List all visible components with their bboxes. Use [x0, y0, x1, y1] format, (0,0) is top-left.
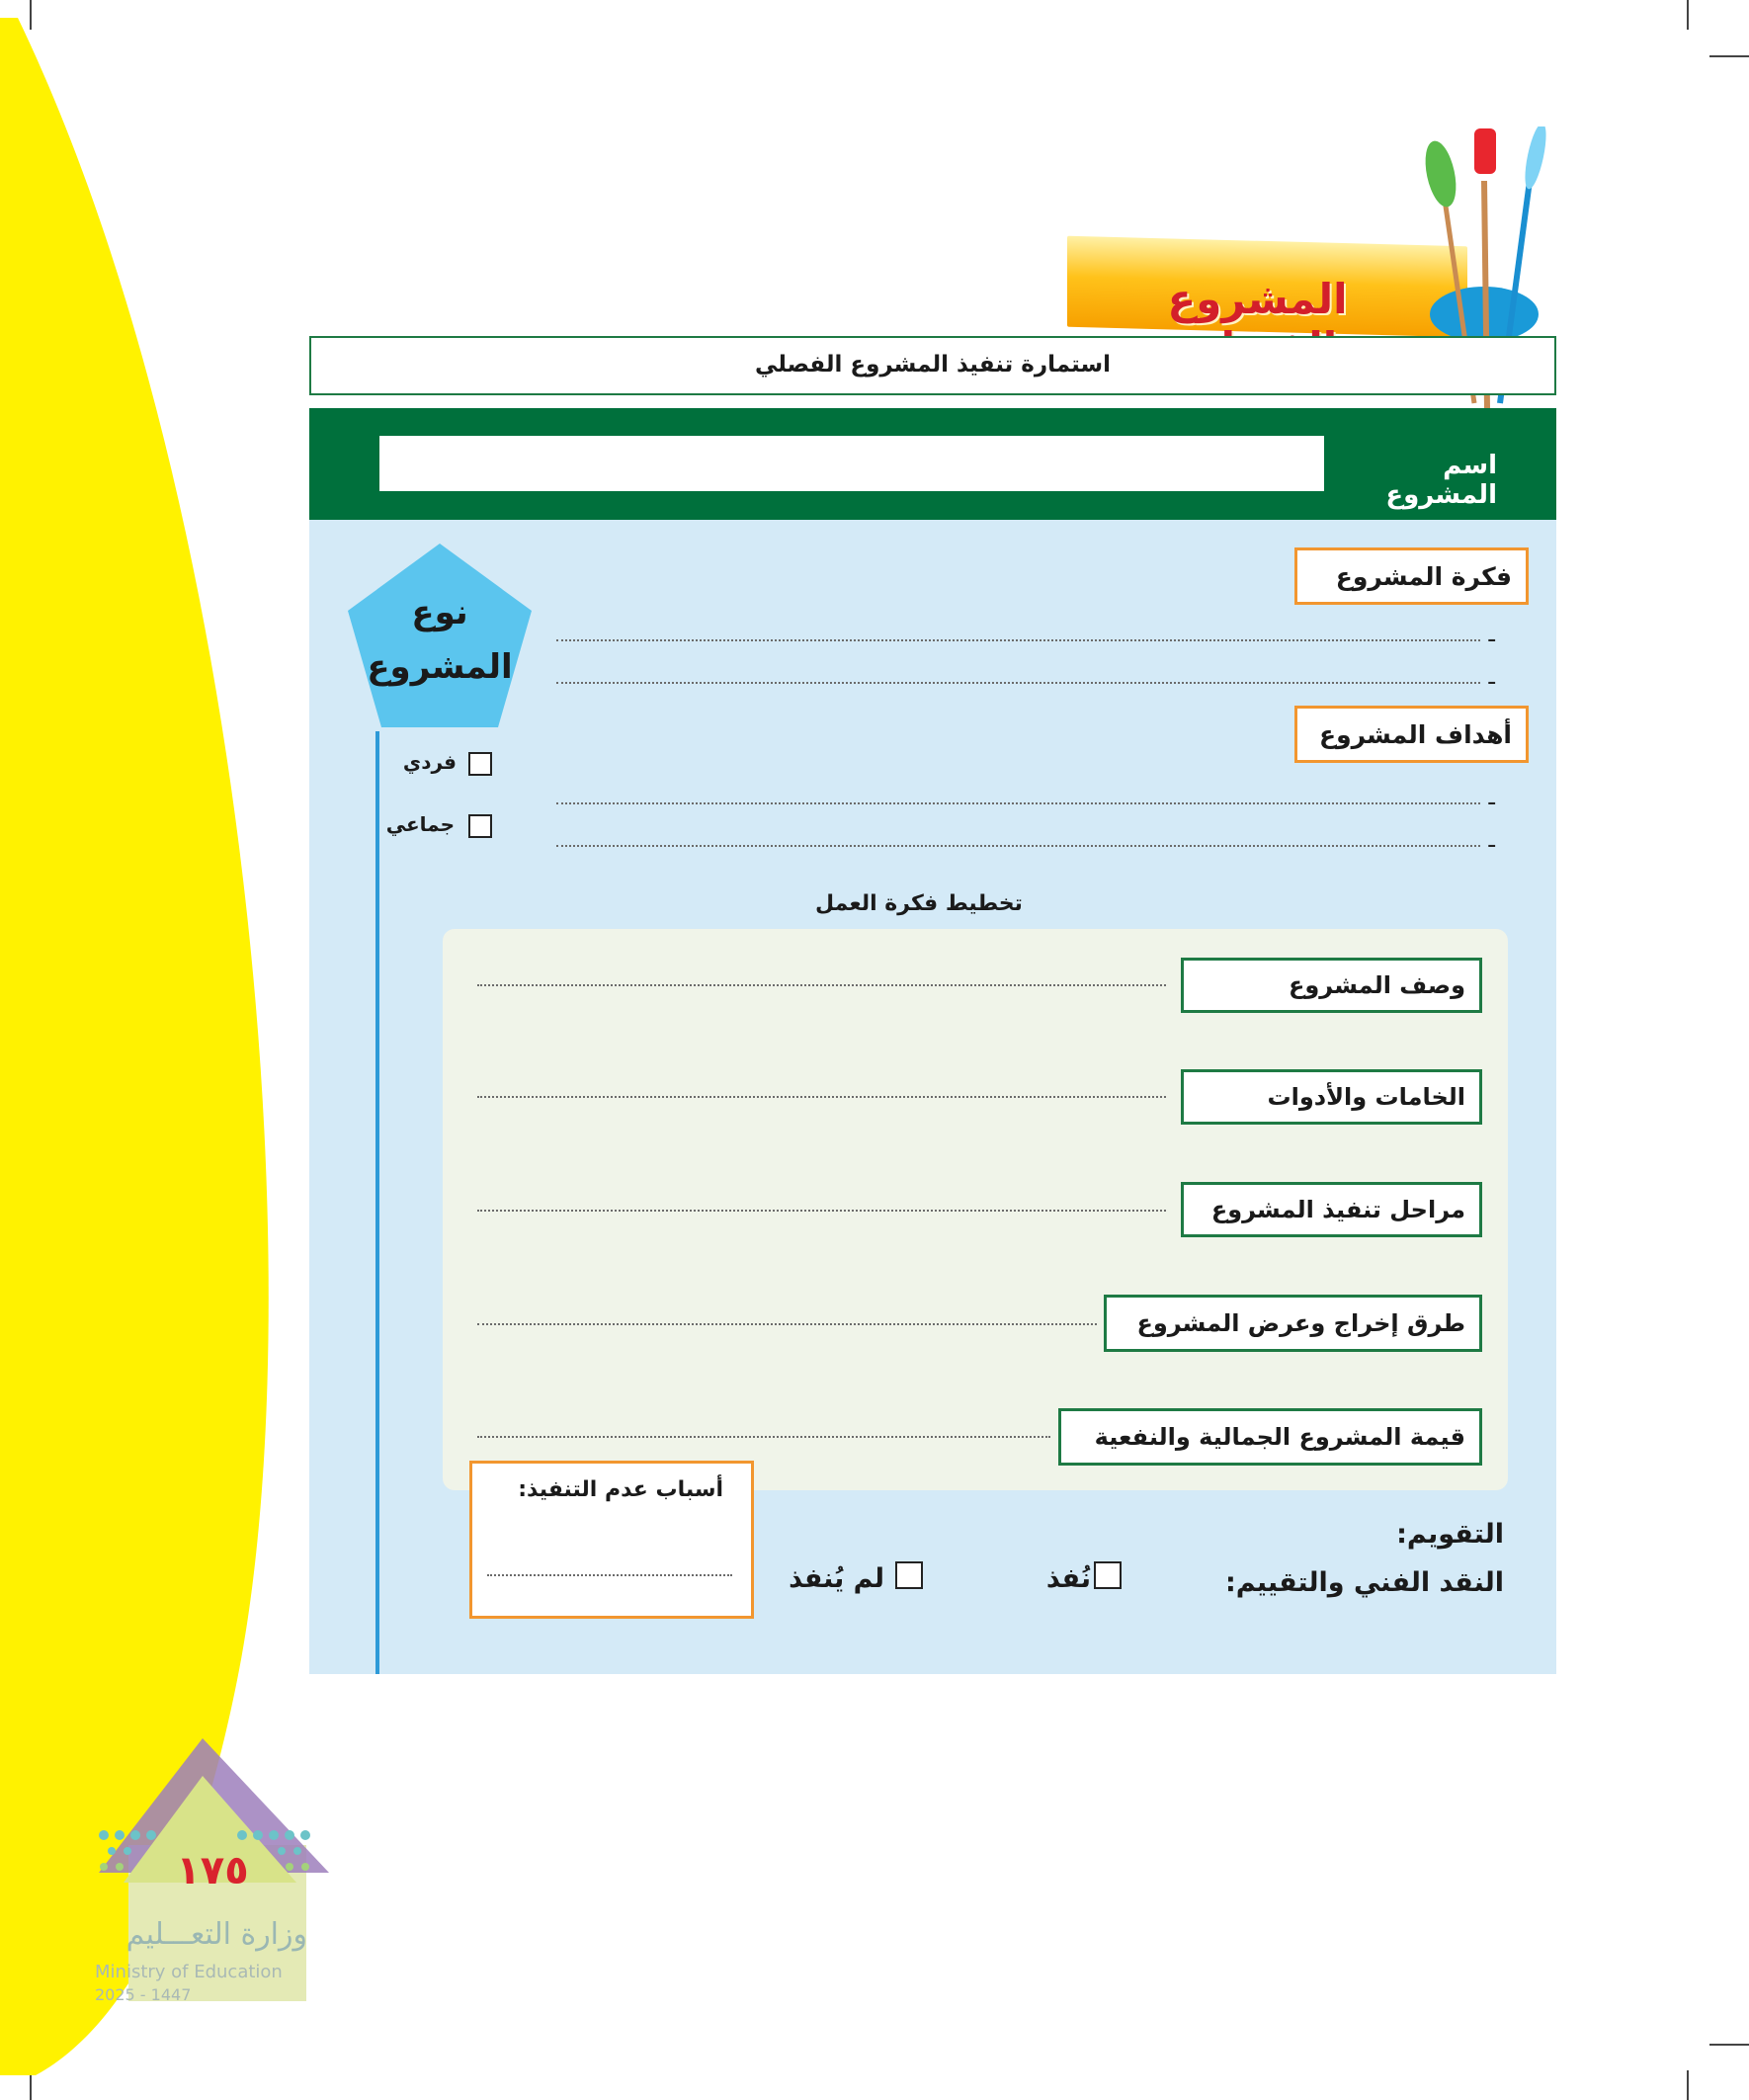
stages-line[interactable]	[477, 1210, 1166, 1212]
planning-item-stages: مراحل تنفيذ المشروع	[1181, 1182, 1482, 1237]
executed-label: نُفذ	[1045, 1563, 1091, 1594]
badge-title: المشروع	[1167, 275, 1348, 323]
planning-item-materials: الخامات والأدوات	[1181, 1069, 1482, 1125]
project-name-label: اسم المشروع	[1385, 451, 1497, 510]
idea-dash-1: -	[1487, 625, 1497, 654]
critique-label: النقد الفني والتقييم:	[1224, 1567, 1504, 1598]
project-type-title-1: نوع	[411, 593, 468, 632]
not-executed-label: لم يُنفذ	[789, 1563, 884, 1594]
not-executed-checkbox[interactable]	[895, 1561, 923, 1589]
project-type-title-2: المشروع	[367, 647, 513, 687]
goals-dash-2: -	[1487, 830, 1497, 860]
planning-item-presentation: طرق إخراج وعرض المشروع	[1104, 1295, 1482, 1352]
project-name-input[interactable]	[379, 436, 1324, 491]
reasons-label: أسباب عدم التنفيذ:	[518, 1477, 723, 1502]
value-line[interactable]	[477, 1436, 1050, 1438]
group-checkbox[interactable]	[468, 814, 492, 838]
materials-line[interactable]	[477, 1096, 1166, 1098]
page-number: ١٧٥	[176, 1848, 249, 1893]
project-idea-label: فكرة المشروع	[1294, 547, 1529, 605]
goals-line-2[interactable]	[556, 845, 1480, 847]
goals-dash-1: -	[1487, 788, 1497, 817]
project-type-badge	[344, 542, 536, 729]
ministry-name-en: Ministry of Education	[95, 1962, 283, 1982]
planning-item-value: قيمة المشروع الجمالية والنفعية	[1058, 1408, 1482, 1466]
goals-line-1[interactable]	[556, 802, 1480, 804]
individual-label: فردي	[402, 750, 457, 774]
idea-line-1[interactable]	[556, 639, 1480, 641]
form-title: استمارة تنفيذ المشروع الفصلي	[754, 352, 1112, 378]
crop-mark	[1709, 2044, 1749, 2046]
description-line[interactable]	[477, 984, 1166, 986]
planning-item-description: وصف المشروع	[1181, 958, 1482, 1013]
idea-line-2[interactable]	[556, 682, 1480, 684]
planning-title: تخطيط فكرة العمل	[815, 891, 1023, 916]
crop-mark	[1687, 2070, 1689, 2100]
executed-checkbox[interactable]	[1094, 1561, 1122, 1589]
group-label: جماعي	[385, 812, 455, 836]
panel-divider	[375, 731, 379, 1674]
evaluation-label: التقويم:	[1396, 1519, 1504, 1550]
ministry-name-ar: وزارة التعـــليم	[125, 1917, 307, 1952]
crop-mark	[1709, 55, 1749, 57]
project-goals-label: أهداف المشروع	[1294, 706, 1529, 763]
idea-dash-2: -	[1487, 667, 1497, 697]
edition-year: 2025 - 1447	[95, 1985, 192, 2004]
crop-mark	[1687, 0, 1689, 30]
presentation-line[interactable]	[477, 1323, 1097, 1325]
individual-checkbox[interactable]	[468, 752, 492, 776]
reasons-line[interactable]	[487, 1574, 732, 1576]
